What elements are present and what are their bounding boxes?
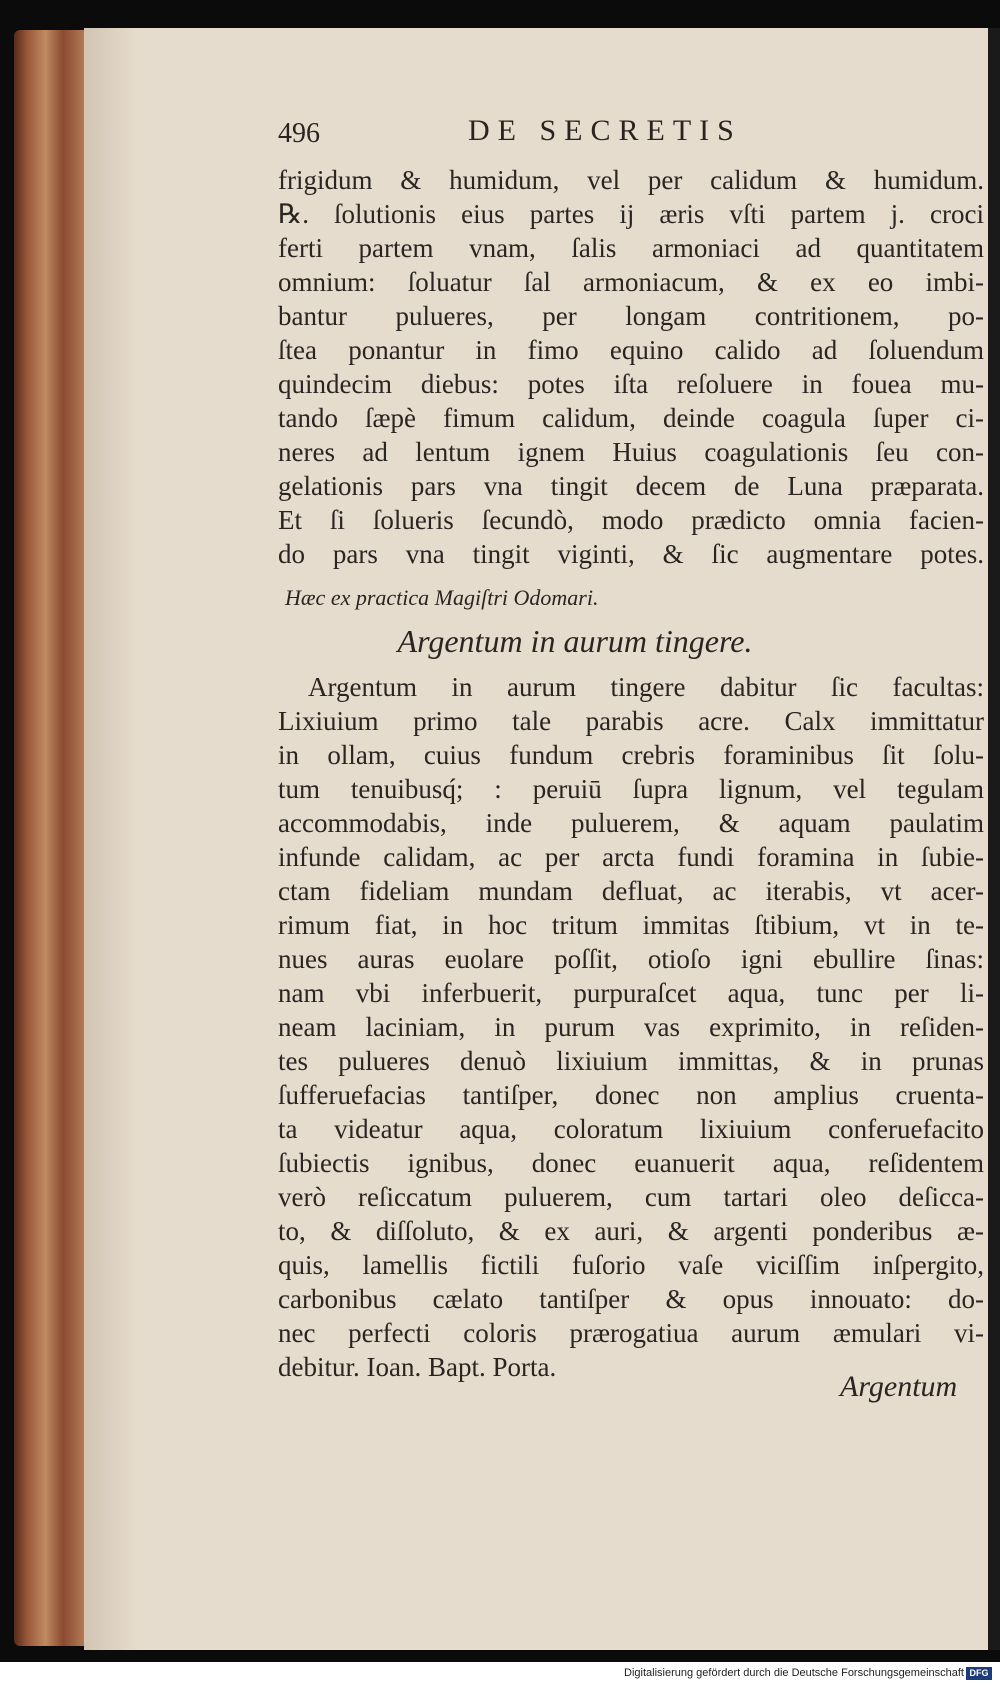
text-line: tum tenuibusq́; : peruiū ſupra lignum, vel tegulam bbox=[278, 774, 984, 804]
text-line: infunde calidam, ac per arcta fundi foramina in ſubie- bbox=[278, 842, 984, 872]
text-line: nec perfecti coloris prærogatiua aurum æmulari vi- bbox=[278, 1318, 984, 1348]
text-line: carbonibus cælato tantiſper & opus innouato: do- bbox=[278, 1284, 984, 1314]
text-line: in ollam, cuius fundum crebris foraminibus ſit ſolu- bbox=[278, 740, 984, 770]
text-line: ſufferuefacias tantiſper, donec non amplius cruenta- bbox=[278, 1080, 984, 1110]
digitization-footer bbox=[0, 1662, 1000, 1687]
text-line: nam vbi inferbuerit, purpuraſcet aqua, tunc per li- bbox=[278, 978, 984, 1008]
text-line: nues auras euolare poſſit, otioſo igni ebullire ſinas: bbox=[278, 944, 984, 974]
text-line: tes pulueres denuò lixiuium immittas, & in prunas bbox=[278, 1046, 984, 1076]
text-line: Et ſi ſolueris ſecundò, modo prædicto omnia facien- bbox=[278, 505, 984, 535]
text-line: to, & diſſoluto, & ex auri, & argenti ponderibus æ- bbox=[278, 1216, 984, 1246]
text-line: ferti partem vnam, ſalis armoniaci ad quantitatem bbox=[278, 233, 984, 263]
text-line: gelationis pars vna tingit decem de Luna præparata. bbox=[278, 471, 984, 501]
text-line: bantur pulueres, per longam contritionem, po- bbox=[278, 301, 984, 331]
text-line: neam laciniam, in purum vas exprimito, in reſiden- bbox=[278, 1012, 984, 1042]
text-line: debitur. Ioan. Bapt. Porta. bbox=[278, 1352, 557, 1382]
text-line: omnium: ſoluatur ſal armoniacum, & ex eo imbi- bbox=[278, 267, 984, 297]
text-line: verò reſiccatum puluerem, cum tartari oleo deſicca- bbox=[278, 1182, 984, 1212]
text-line: ta videatur aqua, coloratum lixiuium conferuefacito bbox=[278, 1114, 984, 1144]
text-line: Lixiuium primo tale parabis acre. Calx immittatur bbox=[278, 706, 984, 736]
text-line: tando ſæpè fimum calidum, deinde coagula ſuper ci- bbox=[278, 403, 984, 433]
catchword: Argentum bbox=[840, 1370, 958, 1403]
text-line: ℞. ſolutionis eius partes ij æris vſti partem j. croci bbox=[278, 199, 984, 229]
page-shadow-edge bbox=[988, 28, 1000, 1650]
text-line: ſtea ponantur in fimo equino calido ad ſoluendum bbox=[278, 335, 984, 365]
paragraph-solution bbox=[278, 163, 984, 571]
text-line: Argentum in aurum tingere dabitur ſic facultas: bbox=[308, 672, 984, 702]
text-line: do pars vna tingit viginti, & ſic augmentare potes. bbox=[278, 539, 984, 569]
section-heading: Argentum in aurum tingere. bbox=[397, 623, 753, 659]
text-line: ſubiectis ignibus, donec euanuerit aqua, reſidentem bbox=[278, 1148, 984, 1178]
paragraph-argentum bbox=[278, 670, 984, 1384]
book-fore-edge bbox=[14, 30, 84, 1646]
funding-notice: Digitalisierung gefördert durch die Deutsche Forschungsgemeinschaft bbox=[624, 1667, 964, 1679]
text-line: ctam fideliam mundam defluat, ac iterabis, vt acer- bbox=[278, 876, 984, 906]
dfg-logo: DFG bbox=[966, 1667, 992, 1680]
text-line: neres ad lentum ignem Huius coagulationis ſeu con- bbox=[278, 437, 984, 467]
text-line: rimum fiat, in hoc tritum immitas ſtibium, vt in te- bbox=[278, 910, 984, 940]
page-header bbox=[278, 112, 798, 162]
source-attribution-odomari: Hæc ex practica Magiſtri Odomari. bbox=[285, 585, 599, 610]
text-line: accommodabis, inde puluerem, & aquam paulatim bbox=[278, 808, 984, 838]
text-line: frigidum & humidum, vel per calidum & humidum. bbox=[278, 165, 984, 195]
page-number: 496 bbox=[278, 118, 320, 149]
text-line: quindecim diebus: potes iſta reſoluere in fouea mu- bbox=[278, 369, 984, 399]
running-title: DE SECRETIS bbox=[468, 114, 742, 147]
text-line: quis, lamellis fictili fuſorio vaſe viciſſim inſpergito, bbox=[278, 1250, 984, 1280]
